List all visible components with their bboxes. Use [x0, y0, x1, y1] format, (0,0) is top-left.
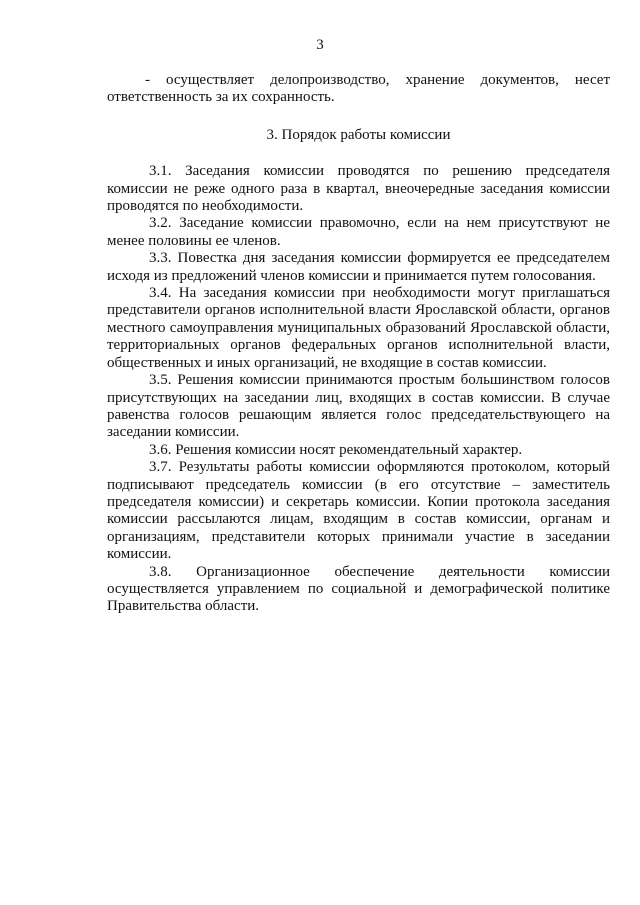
paragraph-3-6: 3.6. Решения комиссии носят рекомендательный характер. [149, 441, 523, 458]
paragraph-3-4: 3.4. На заседания комиссии при необходимости могут приглашаться представители органов исполнительной власти Ярославской области, органов местного самоуправления муниципальных образований Ярославской области, территориальных органов федеральных органов исполнительной власти, общественных и иных организаций, не входящие в состав комиссии. [107, 285, 610, 371]
paragraph-3-5: 3.5. Решения комиссии принимаются простым большинством голосов присутствующих на заседании лиц, входящих в состав комиссии. В случае равенства голосов решающим является голос председательствующего на заседании комиссии. [107, 372, 610, 441]
intro-paragraph: - осуществляет делопроизводство, хранение документов, несет ответственность за их сохранность. [107, 72, 610, 106]
paragraph-3-7: 3.7. Результаты работы комиссии оформляются протоколом, который подписывают председатель комиссии (в его отсутствие – заместитель председателя комиссии) и секретарь комиссии. Копии протокола заседания комиссии рассылаются лицам, входящим в состав комиссии, органам и организациям, представители которых принимали участие в заседании комиссии. [107, 459, 610, 563]
paragraph-3-2: 3.2. Заседание комиссии правомочно, если на нем присутствуют не менее половины ее членов. [107, 215, 610, 249]
page-number: 3 [316, 37, 324, 53]
paragraph-3-8: 3.8. Организационное обеспечение деятельности комиссии осуществляется управлением по социальной и демографической политике Правительства области. [107, 563, 610, 615]
section-title: 3. Порядок работы комиссии [266, 126, 451, 143]
paragraph-3-1: 3.1. Заседания комиссии проводятся по решению председателя комиссии не реже одного раза в квартал, внеочередные заседания комиссии проводятся по необходимости. [107, 163, 610, 215]
document-body [107, 72, 610, 616]
paragraph-3-3: 3.3. Повестка дня заседания комиссии формируется ее председателем исходя из предложений членов комиссии и принимается путем голосования. [107, 250, 610, 284]
